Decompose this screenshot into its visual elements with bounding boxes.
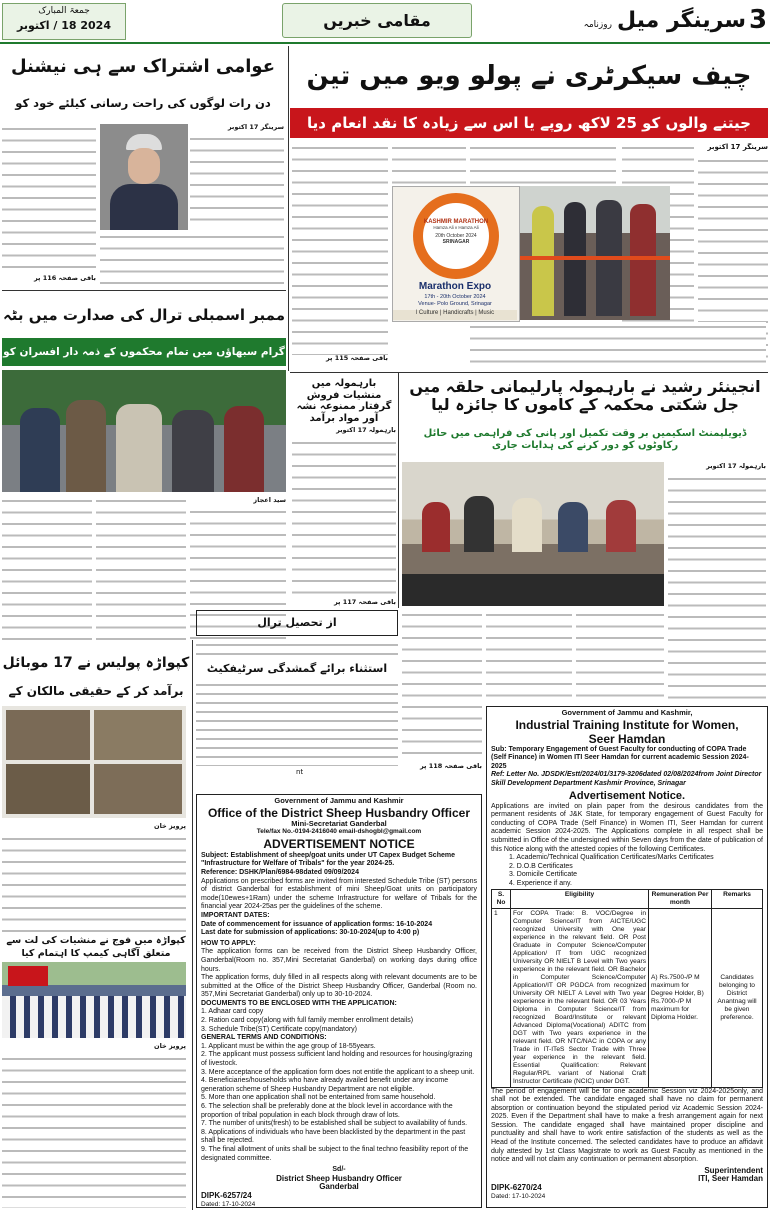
paper-type: روزنامہ xyxy=(583,20,612,30)
lead-continued: باقی صفحہ 115 پر xyxy=(325,354,388,362)
iti-title2: Seer Hamdan xyxy=(588,731,666,746)
photo-person xyxy=(512,498,542,552)
sheep-tel: Tele/fax No.-0194-2416040 email-dshogbl@gmail.com xyxy=(256,828,422,836)
poster-venue: Venue- Polo Ground, Srinagar xyxy=(418,301,492,307)
tral-col-1 xyxy=(190,507,286,607)
nc-continued: باقی صفحہ 116 پر xyxy=(33,274,96,282)
photo-person xyxy=(116,404,162,492)
iti-cert: 1. Academic/Technical Qualification Certificates/Marks Certificates xyxy=(509,854,714,862)
lead-col-3 xyxy=(470,143,616,185)
nc-col-3 xyxy=(100,232,284,284)
sheep-title: Office of the District Sheep Husbandry Officer xyxy=(207,805,471,820)
photo-row xyxy=(94,710,182,760)
photo-person xyxy=(224,406,264,492)
kupwara-byline: پرویز خان xyxy=(154,822,186,830)
poster-city: SRINAGAR xyxy=(442,239,470,245)
paper-brand xyxy=(560,3,746,40)
photo-body xyxy=(110,184,178,230)
nc-col-2 xyxy=(2,124,96,272)
tehsil-box xyxy=(196,610,398,636)
sheep-term: 6. The selection shall be preferably done at the block level in accordance with the proportion of tribal population in each block through draw of lots. xyxy=(201,1103,453,1119)
drug-headline: بارہمولہ میں منشیات فروش گرفتار ممنوعہ نشہ آور مواد برآمد xyxy=(296,378,392,424)
sheep-sub: Mini-Secretariat Ganderbal xyxy=(291,818,387,828)
nasha-col xyxy=(2,1054,186,1208)
sheep-dates-head: IMPORTANT DATES: xyxy=(201,911,270,919)
sheep-date2-label: Last date for submission of applications: xyxy=(201,929,338,937)
table-row xyxy=(492,908,763,1087)
sheep-docs-head: DOCUMENTS TO BE ENCLOSED WITH THE APPLICATION: xyxy=(201,999,397,1007)
photo-row xyxy=(6,764,90,814)
photo-face xyxy=(128,148,160,184)
photo-chairs xyxy=(402,574,664,606)
sheep-apply1: The application forms can be received from the District Sheep Husbandry Officer, Ganderbal(Room no. 357,Mini Secretariat Ganderbal) on working days during office hours. xyxy=(201,948,477,973)
masthead-rule xyxy=(0,42,770,44)
photo-person xyxy=(20,408,60,492)
table-cell: Candidates belonging to District Anantnag will be given preference. xyxy=(712,908,763,1087)
farooq-abdullah-photo xyxy=(100,124,188,230)
engineer-col-1 xyxy=(668,474,766,704)
sheep-sd: Sd/- xyxy=(332,1166,346,1174)
photo-group xyxy=(2,996,186,1038)
gram-sabha-photo xyxy=(2,370,286,492)
iti-title1: Industrial Training Institute for Women, xyxy=(515,717,739,732)
iti-sub: Sub: Temporary Engagement of Guest Faculty for conducting of COPA Trade (Self Finance) in Women ITI Seer Hamdan for current academic Session 2024-2025 xyxy=(491,745,749,770)
photo-person xyxy=(558,502,588,552)
divider xyxy=(290,372,768,373)
iti-cert: 3. Domicile Certificate xyxy=(509,871,578,879)
nc-headline: عوامی اشتراک سے ہی نیشنل xyxy=(10,56,276,77)
tehsil-col-1 xyxy=(196,640,398,658)
sheep-dated: Dated: 17-10-2024 xyxy=(201,1200,256,1208)
iti-table xyxy=(491,889,763,1088)
iti-gov: Government of Jammu and Kashmir, xyxy=(561,708,693,717)
poster-title: KASHMIR MARATHON xyxy=(423,219,489,225)
table-cell: 1 xyxy=(492,908,511,1087)
marathon-poster-photo xyxy=(392,186,520,322)
sheep-term: 1. Applicant must be within the age group of 18-55years. xyxy=(201,1042,376,1050)
engineer-subhead: ڈیویلپمنٹ اسکیمیں بر وقت تکمیل اور پانی کی فراہمی میں حائل رکاوٹوں کو دور کرنے کی ہدایات جاری xyxy=(423,428,747,451)
poster-expo: Marathon Expo xyxy=(418,281,492,292)
photo-person xyxy=(606,500,636,552)
awareness-camp-photo xyxy=(2,962,186,1038)
sheep-date1-label: Date of commencement for issuance of application forms: xyxy=(201,920,395,928)
photo-row xyxy=(6,710,90,760)
sheep-subject: Subject: Establishment of sheep/goat units under UT Capex Budget Scheme "Infrastructure for Welfare of Tribals" for the year 2024-25. xyxy=(201,851,455,868)
lead-headline: چیف سیکرٹری نے پولو ویو میں تین xyxy=(306,61,752,91)
table-header: Eligibility xyxy=(511,889,649,908)
sheep-notice xyxy=(196,794,482,1208)
photo-row xyxy=(94,764,182,814)
nasha-headline: کپواڑہ میں فوج نے منشیات کی لت سے متعلق آگاہی کیمپ کا اہتمام کیا xyxy=(6,935,186,959)
table-header-row xyxy=(492,889,763,908)
tral-byline: سید اعجاز xyxy=(253,496,286,504)
ribbon xyxy=(520,256,670,260)
table-cell: For COPA Trade: B. VOC/Degree in Computer Science/IT from AICTE/UGC recognized University with One year experience in the relevant field. OR Post Graduate in Computer Science/Computer Application/ IT from UGC recognized University OR NIELT B Level with Two years experience in the relevant field. OR Bachelor in Computer Science/Computer Application/IT OR PGDCA from recognized University OR NIELT A Level with Two year experience in the relevant field. OR 03 Years Diploma in Computer Science/IT from recognized Board/Institute or relevant Advanced Diploma(Vocational) ADITC from DGT with Two years experience in the relevant field. OR NTC/NAC in COPA or any Trade in IT-ITeS Sector Trade with Three year experience in the relevant field. Essential Qualification: Relevant Regular/RPL variant of National Craft Instructor Certificate (NCIC) under DGT. xyxy=(511,908,649,1087)
iti-sign2: ITI, Seer Hamdan xyxy=(698,1174,763,1184)
table-header: Remarks xyxy=(712,889,763,908)
poster-sub: Hamza Ali v Hamza Ali xyxy=(433,225,479,230)
photo-person xyxy=(630,204,656,316)
tral-col-3 xyxy=(2,496,92,646)
drug-continued: باقی صفحہ 117 پر xyxy=(333,598,396,606)
ribbon-cutting-photo xyxy=(520,186,670,320)
iti-dated: Dated: 17-10-2024 xyxy=(491,1192,546,1200)
sheep-term: 9. The final allotment of units shall be subject to the final techno feasibility report of the designated committee. xyxy=(201,1145,469,1162)
sheep-doc: 1. Adhaar card copy xyxy=(201,1008,264,1016)
tehsil-continued: nt xyxy=(296,768,304,776)
divider xyxy=(192,640,193,1210)
iti-sign1: Superintendent xyxy=(704,1165,763,1175)
divider xyxy=(2,290,286,291)
sheep-term: 5. More than one application shall not be entertained from same household. xyxy=(201,1094,436,1102)
sheep-term: 3. Mere acceptance of the application form does not entitle the applicant to a sheep unit. xyxy=(201,1068,475,1076)
lead-dateline: سرینگر 17 اکتوبر xyxy=(707,143,768,151)
kupwara-police-photo xyxy=(2,706,186,818)
tral-subhead: گرام سبھاؤں میں تمام محکموں کے ذمہ دار افسران کو xyxy=(2,338,286,366)
tehsil-col-2 xyxy=(196,680,398,766)
sheep-sign2: Ganderbal xyxy=(319,1182,359,1192)
date-box xyxy=(2,3,126,40)
sheep-gov: Government of Jammu and Kashmir xyxy=(274,796,404,805)
sheep-date1-value: 16-10-2024 xyxy=(396,920,433,928)
sheep-term: 2. The applicant must possess sufficient land holding and resources for housing/grazing of livestock. xyxy=(201,1051,473,1068)
tral-headline: ممبر اسمبلی ترال کی صدارت میں بٹہ xyxy=(3,306,285,324)
photo-banner xyxy=(8,966,48,986)
sheep-reference: Reference: DSHK/Plan/6984-98dated 09/09/2024 xyxy=(201,868,359,876)
table-cell: A) Rs.7500-/P M maximum for Degree Holder, B) Rs.7000-/P M maximum for Diploma Holder. xyxy=(649,908,712,1087)
nasha-byline: پرویز خان xyxy=(154,1042,186,1050)
iti-intro: Applications are invited on plain paper from the desirous candidates from the permanent residents of J&K State, for temporary engagement of Guest Faculty for conducting of COPA Trade (Self Finance) in Women ITI, Seer Hamdan for current academic Session 2024-2025. The Applications complete in all respect shall be submitted in Office of the undersigned within Seven days from the date of publication of this Notice along with the attested copies of the following Certificates. xyxy=(491,802,763,853)
engineer-dateline: بارہمولہ 17 اکتوبر xyxy=(706,462,766,470)
sheep-notice-title: ADVERTISEMENT NOTICE xyxy=(263,836,415,851)
engineer-continued: باقی صفحہ 118 پر xyxy=(419,762,482,770)
sheep-apply2: The application forms, duly filled in all respects along with relevant documents are to be submitted at the Office of the District Sheep Husbandry Officer, Ganderbal (Room no. 357,Mini Secretariat Ganderbal) only up to 30-10-2024. xyxy=(201,974,477,999)
drug-dateline: بارہمولہ 17 اکتوبر xyxy=(336,426,396,434)
iti-footer: The period of engagement will be for one academic Session viz 2024-2025only, and shall not be extended. The candidate engaged shall have no claim for permanent absorption or continuation beyond the stipulated period viz Academic Session 2024-2025. Even if the Department shall have to make a fresh arrangement again for next Session. The candidate engaged shall have maintained proper discipline and punctuality and shall have to work entire satisfaction of the students as well as the Head of the Institute concerned. The selected candidates have to produce an affidavit duly attested by 1st Class Magistrate to work as Guest Faculty as mentioned in the notice and will not claim any continuation or permanent absorption. xyxy=(491,1087,763,1164)
nc-subhead: دن رات لوگوں کی راحت رسانی کیلئے خود کو xyxy=(15,96,271,110)
tehsil-box-title: از تحصیل ترال xyxy=(257,616,337,629)
tral-col-2 xyxy=(96,496,186,646)
table-header: S. No xyxy=(492,889,511,908)
photo-person xyxy=(422,502,450,552)
poster-dates: 17th - 20th October 2024 xyxy=(424,294,486,300)
sheep-body: Applications on prescribed forms are invited from interested Schedule Tribe (ST) persons of district Ganderbal for establishment of mini Sheep/Goat units on participatory mode(10ewes+1Ram) under the scheme Infrastructure for welfare of Tribals for the financial year 2024-25as per the guidelines of the scheme. xyxy=(201,877,477,911)
sheep-terms-head: GENERAL TERMS AND CONDITIONS: xyxy=(201,1034,327,1042)
page-number: 3 xyxy=(748,5,768,35)
sheep-term: 8. Applications of individuals who have been blacklisted by the department in the past shall be rejected. xyxy=(201,1128,466,1145)
iti-dipk: DIPK-6270/24 xyxy=(491,1183,542,1193)
photo-person xyxy=(66,400,106,492)
sheep-apply-head: HOW TO APPLY: xyxy=(201,939,256,947)
iti-notice xyxy=(486,706,768,1208)
tehsil-headline: استثناء برائے گمشدگی سرٹیفکیٹ xyxy=(206,662,388,675)
engineer-col-3 xyxy=(486,610,572,704)
divider xyxy=(288,46,289,371)
photo-person xyxy=(464,496,494,552)
sheep-date2 xyxy=(201,929,477,938)
photo-person xyxy=(532,206,554,316)
lead-col-4 xyxy=(392,143,466,185)
photo-person xyxy=(172,410,214,492)
sheep-term: 4. Beneficiaries/households who have already availed benefit under any income generation scheme of Sheep Husbandry Department are not eligible. xyxy=(201,1077,449,1093)
lead-col-6 xyxy=(470,322,766,366)
kupwara-col xyxy=(2,834,186,934)
poster-badge-inner xyxy=(423,203,489,269)
iti-ref: Ref: Letter No. JDSDK/Estt/2024/01/3179-3206dated 02/08/2024from Joint Director Skill Development Department Kashmir Province, Srinagar xyxy=(491,771,762,787)
iti-cert: 2. D.O.B Certificates xyxy=(509,862,573,870)
day-label: جمعۃ المبارک xyxy=(38,6,90,16)
poster-date: 20th October 2024 xyxy=(435,233,477,239)
masthead xyxy=(0,0,770,44)
iti-cert: 4. Experience if any. xyxy=(509,879,572,887)
engineer-headline: انجینئر رشید نے بارہمولہ پارلیمانی حلقہ میں جل شکتی محکمہ کے کاموں کا جائزہ لیا xyxy=(409,378,761,415)
lead-subhead: جیتنے والوں کو 25 لاکھ روپے یا اس سے زیادہ کا نقد انعام دیا xyxy=(290,108,768,138)
sheep-term: 7. The number of units(fresh) to be established shall be subject to availability of funds. xyxy=(201,1120,468,1128)
review-meeting-photo xyxy=(402,462,664,606)
nc-col-1 xyxy=(190,134,284,230)
sheep-date2-value: 30-10-2024(up to 4:00 p) xyxy=(339,929,420,937)
engineer-col-2 xyxy=(576,610,664,704)
sheep-sign: District Sheep Husbandry Officer xyxy=(276,1173,402,1183)
kupwara-subhead: برآمد کر کے حقیقی مالکان کے xyxy=(8,684,184,698)
divider xyxy=(398,372,399,608)
kupwara-headline: کپواڑہ پولیس نے 17 موبائل xyxy=(2,655,190,671)
section-name: مقامی خبریں xyxy=(323,11,431,30)
sheep-date1 xyxy=(201,921,477,930)
paper-name: سرینگر میل xyxy=(617,8,746,33)
poster-strip: l Culture | Handicrafts | Music xyxy=(393,310,517,320)
iti-notice-title: Advertisement Notice. xyxy=(568,789,686,802)
issue-date: 2024 18 / اکتوبر xyxy=(17,19,111,32)
sheep-dipk: DIPK-6257/24 xyxy=(201,1190,252,1200)
engineer-col-4 xyxy=(402,610,482,760)
section-title xyxy=(282,3,472,38)
sheep-doc: 3. Schedule Tribe(ST) Certificate copy(mandatory) xyxy=(201,1025,358,1033)
table-header: Remuneration Per month xyxy=(649,889,712,908)
drug-col xyxy=(292,438,396,598)
lead-col-5 xyxy=(292,143,388,355)
nc-dateline: سرینگر 17 اکتوبر xyxy=(227,123,284,131)
sheep-doc: 2. Ration card copy(along with full family member enrollment details) xyxy=(201,1017,414,1025)
